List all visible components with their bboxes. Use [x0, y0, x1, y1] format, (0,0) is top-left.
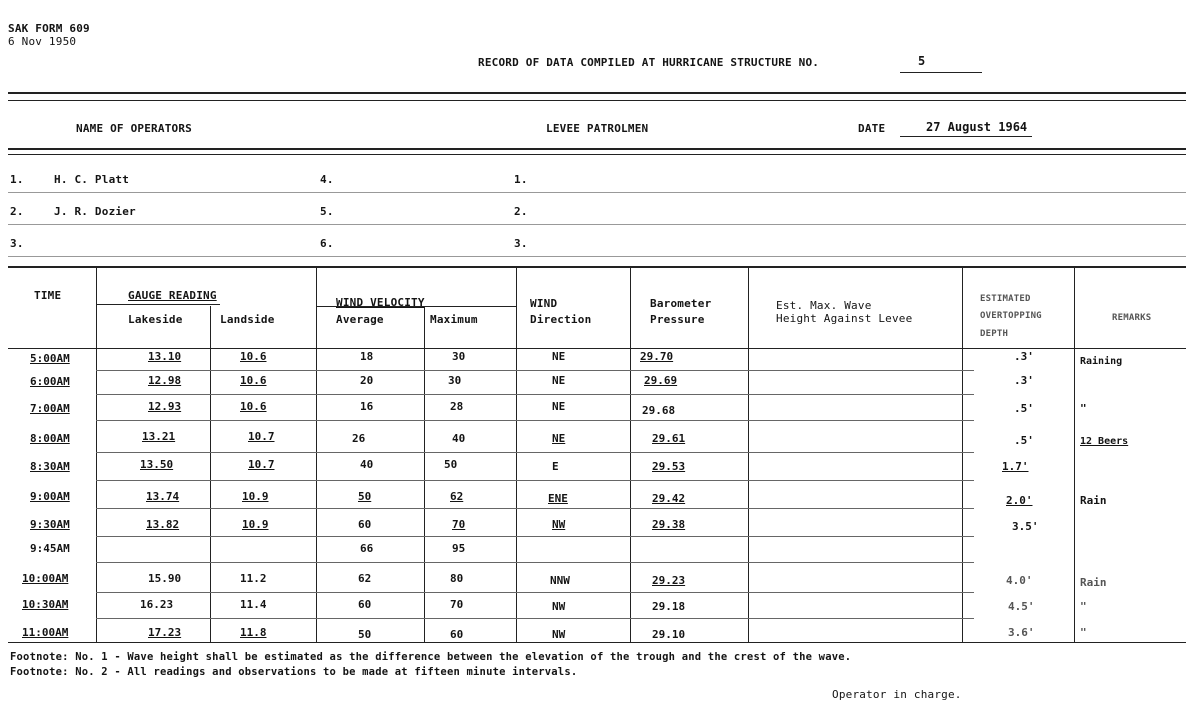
- cell-time: 8:30AM: [30, 460, 70, 473]
- cell-remarks: ": [1080, 626, 1087, 639]
- col-obscured-1: ESTIMATED: [980, 294, 1031, 304]
- cell-average: 66: [360, 542, 374, 555]
- operators-label: NAME OF OPERATORS: [76, 122, 192, 135]
- cell-average: 60: [358, 598, 372, 611]
- operator-1-num: 1.: [10, 173, 24, 186]
- cell-average: 62: [358, 572, 372, 585]
- cell-wave: .3': [1014, 350, 1034, 363]
- cell-barometer: 29.70: [640, 350, 674, 363]
- col-wind-dir-2: Direction: [530, 313, 592, 326]
- cell-direction: NE: [552, 432, 566, 445]
- cell-wave: 4.5': [1008, 600, 1035, 613]
- cell-landside: 10.7: [248, 458, 275, 471]
- cell-remarks: Rain: [1080, 576, 1107, 589]
- cell-lakeside: 13.21: [142, 430, 176, 443]
- cell-average: 50: [358, 490, 372, 503]
- cell-direction: NE: [552, 374, 566, 387]
- cell-wave: 3.6': [1008, 626, 1035, 639]
- cell-lakeside: 13.82: [146, 518, 180, 531]
- cell-time: 9:45AM: [30, 542, 70, 555]
- cell-maximum: 95: [452, 542, 466, 555]
- cell-direction: ENE: [548, 492, 568, 505]
- col-wave-1: Est. Max. Wave: [776, 299, 872, 312]
- date-value: 27 August 1964: [926, 120, 1028, 134]
- cell-remarks: ": [1080, 402, 1087, 415]
- cell-landside: 10.6: [240, 374, 267, 387]
- cell-lakeside: 13.10: [148, 350, 182, 363]
- cell-barometer: 29.23: [652, 574, 686, 587]
- cell-time: 11:00AM: [22, 626, 69, 639]
- cell-wave: .3': [1014, 374, 1034, 387]
- patrolman-1-num: 1.: [514, 173, 528, 186]
- cell-average: 18: [360, 350, 374, 363]
- cell-lakeside: 16.23: [140, 598, 174, 611]
- cell-wave: .5': [1014, 434, 1034, 447]
- cell-landside: 11.4: [240, 598, 267, 611]
- operator-2-num: 2.: [10, 205, 24, 218]
- patrolman-2-num: 2.: [514, 205, 528, 218]
- cell-maximum: 60: [450, 628, 464, 641]
- col-landside: Landside: [220, 313, 275, 326]
- operator-4-num: 4.: [320, 173, 334, 186]
- cell-wave: 4.0': [1006, 574, 1033, 587]
- cell-barometer: 29.18: [652, 600, 686, 613]
- cell-remarks: ": [1080, 600, 1087, 613]
- form-date: 6 Nov 1950: [8, 35, 77, 48]
- cell-time: 10:00AM: [22, 572, 69, 585]
- cell-landside: 10.6: [240, 400, 267, 413]
- cell-lakeside: 15.90: [148, 572, 182, 585]
- col-time: TIME: [34, 289, 62, 302]
- footnote-2: Footnote: No. 2 - All readings and observations to be made at fifteen minute intervals.: [10, 666, 578, 678]
- cell-barometer: 29.10: [652, 628, 686, 641]
- cell-maximum: 62: [450, 490, 464, 503]
- cell-landside: 11.2: [240, 572, 267, 585]
- cell-time: 9:30AM: [30, 518, 70, 531]
- patrolman-3-num: 3.: [514, 237, 528, 250]
- operator-2-name: J. R. Dozier: [54, 205, 136, 218]
- cell-barometer: 29.69: [644, 374, 678, 387]
- cell-wave: 1.7': [1002, 460, 1029, 473]
- cell-average: 40: [360, 458, 374, 471]
- col-wave-2: Height Against Levee: [776, 312, 913, 325]
- col-average: Average: [336, 313, 384, 326]
- cell-direction: NE: [552, 400, 566, 413]
- cell-maximum: 30: [452, 350, 466, 363]
- cell-lakeside: 13.50: [140, 458, 174, 471]
- cell-average: 50: [358, 628, 372, 641]
- cell-time: 8:00AM: [30, 432, 70, 445]
- cell-barometer: 29.38: [652, 518, 686, 531]
- col-obscured-2: OVERTOPPING: [980, 311, 1042, 321]
- cell-direction: NW: [552, 628, 566, 641]
- cell-remarks: Rain: [1080, 494, 1107, 507]
- operator-1-name: H. C. Platt: [54, 173, 130, 186]
- operator-3-num: 3.: [10, 237, 24, 250]
- cell-barometer: 29.42: [652, 492, 686, 505]
- cell-landside: 11.8: [240, 626, 267, 639]
- form-number: SAK FORM 609: [8, 22, 90, 35]
- cell-lakeside: 12.93: [148, 400, 182, 413]
- cell-lakeside: 13.74: [146, 490, 180, 503]
- cell-landside: 10.7: [248, 430, 275, 443]
- cell-average: 60: [358, 518, 372, 531]
- cell-time: 6:00AM: [30, 375, 70, 388]
- cell-remarks: 12 Beers: [1080, 436, 1129, 447]
- cell-direction: NNW: [550, 574, 570, 587]
- cell-time: 9:00AM: [30, 490, 70, 503]
- operator-5-num: 5.: [320, 205, 334, 218]
- record-title: RECORD OF DATA COMPILED AT HURRICANE STRUCTURE NO.: [478, 56, 820, 69]
- operator-6-num: 6.: [320, 237, 334, 250]
- col-wind-dir-1: WIND: [530, 297, 558, 310]
- cell-wave: 3.5': [1012, 520, 1039, 533]
- cell-direction: NW: [552, 600, 566, 613]
- footnote-1: Footnote: No. 1 - Wave height shall be estimated as the difference between the elevation of the trough and the crest of the wave.: [10, 651, 852, 663]
- col-maximum: Maximum: [430, 313, 478, 326]
- cell-direction: NE: [552, 350, 566, 363]
- cell-maximum: 70: [450, 598, 464, 611]
- cell-time: 10:30AM: [22, 598, 69, 611]
- cell-barometer: 29.53: [652, 460, 686, 473]
- cell-maximum: 28: [450, 400, 464, 413]
- date-label: DATE: [858, 122, 886, 135]
- table-top-border: [8, 266, 1186, 268]
- cell-direction: E: [552, 460, 559, 473]
- cell-maximum: 40: [452, 432, 466, 445]
- patrolmen-label: LEVEE PATROLMEN: [546, 122, 649, 135]
- cell-average: 20: [360, 374, 374, 387]
- cell-lakeside: 17.23: [148, 626, 182, 639]
- cell-maximum: 80: [450, 572, 464, 585]
- cell-time: 5:00AM: [30, 352, 70, 365]
- cell-maximum: 70: [452, 518, 466, 531]
- col-baro-2: Pressure: [650, 313, 705, 326]
- col-baro-1: Barometer: [650, 297, 712, 310]
- operator-in-charge: Operator in charge.: [832, 688, 962, 701]
- col-obscured-3: DEPTH: [980, 329, 1009, 339]
- cell-time: 7:00AM: [30, 402, 70, 415]
- cell-maximum: 30: [448, 374, 462, 387]
- cell-lakeside: 12.98: [148, 374, 182, 387]
- cell-average: 16: [360, 400, 374, 413]
- cell-landside: 10.9: [242, 518, 269, 531]
- col-lakeside: Lakeside: [128, 313, 183, 326]
- cell-landside: 10.9: [242, 490, 269, 503]
- cell-wave: 2.0': [1006, 494, 1033, 507]
- cell-barometer: 29.68: [642, 404, 676, 417]
- cell-wave: .5': [1014, 402, 1034, 415]
- col-gauge: GAUGE READING: [128, 289, 217, 302]
- cell-maximum: 50: [444, 458, 458, 471]
- cell-landside: 10.6: [240, 350, 267, 363]
- cell-remarks: Raining: [1080, 356, 1123, 367]
- col-remarks: REMARKS: [1112, 313, 1152, 323]
- cell-average: 26: [352, 432, 366, 445]
- cell-direction: NW: [552, 518, 566, 531]
- structure-number: 5: [918, 54, 926, 68]
- col-wind-velocity: WIND VELOCITY: [336, 296, 425, 309]
- cell-barometer: 29.61: [652, 432, 686, 445]
